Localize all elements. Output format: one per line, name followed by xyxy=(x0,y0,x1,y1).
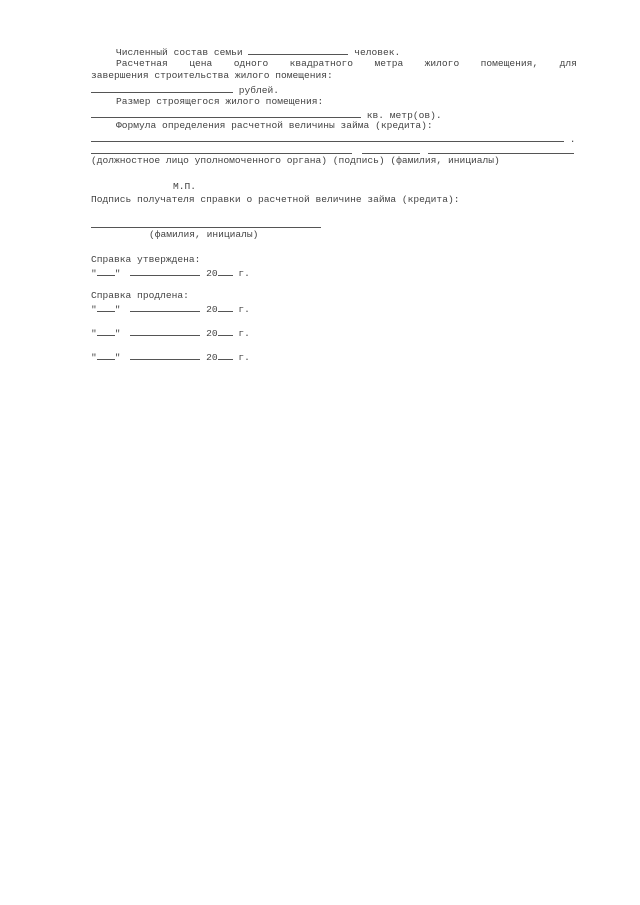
year-suffix: г. xyxy=(238,328,250,339)
recipient-rule[interactable] xyxy=(91,227,321,228)
date-quote-close: " xyxy=(114,304,121,315)
price-unit: рублей. xyxy=(238,85,280,96)
extended-year-blank-1[interactable] xyxy=(218,302,233,312)
extended-day-blank-1[interactable] xyxy=(97,302,115,312)
signature-rule[interactable] xyxy=(362,153,420,154)
price-line xyxy=(91,58,577,70)
official-signature-rule[interactable] xyxy=(91,153,352,154)
family-size-line xyxy=(116,45,400,57)
date-quote-open: " xyxy=(91,328,97,339)
extended-date-line-1 xyxy=(91,302,250,314)
extended-year-blank-2[interactable] xyxy=(218,326,233,336)
price-word-1: Расчетная xyxy=(116,58,168,69)
year-suffix: г. xyxy=(238,352,250,363)
approved-day-blank[interactable] xyxy=(97,266,115,276)
extended-label: Справка продлена: xyxy=(91,290,189,301)
extended-date-line-3 xyxy=(91,350,250,362)
extended-month-blank-1[interactable] xyxy=(130,302,200,312)
price-word-7: помещения, xyxy=(480,58,539,69)
date-quote-close: " xyxy=(114,328,121,339)
extended-year-blank-3[interactable] xyxy=(218,350,233,360)
date-quote-open: " xyxy=(91,268,97,279)
date-quote-open: " xyxy=(91,304,97,315)
date-quote-close: " xyxy=(114,352,121,363)
signature-caption: (должностное лицо уполномоченного органа) (подпись) (фамилия, инициалы) xyxy=(91,155,500,166)
year-prefix: 20 xyxy=(206,268,218,279)
formula-end: . xyxy=(569,134,576,145)
price-word-8: для xyxy=(559,58,577,69)
date-quote-close: " xyxy=(114,268,121,279)
extended-month-blank-3[interactable] xyxy=(130,350,200,360)
price-word-5: метра xyxy=(374,58,404,69)
formula-value-blank[interactable] xyxy=(91,132,564,142)
extended-day-blank-2[interactable] xyxy=(97,326,115,336)
size-unit: кв. метр(ов). xyxy=(366,110,442,121)
formula-value-line xyxy=(91,132,576,144)
approved-year-blank[interactable] xyxy=(218,266,233,276)
price-continuation: завершения строительства жилого помещения: xyxy=(91,70,333,81)
price-value-blank[interactable] xyxy=(91,83,233,93)
price-word-3: одного xyxy=(233,58,269,69)
seal-label: М.П. xyxy=(173,181,197,192)
size-label: Размер строящегося жилого помещения: xyxy=(116,96,324,107)
price-word-4: квадратного xyxy=(289,58,354,69)
year-suffix: г. xyxy=(238,268,250,279)
price-value-line xyxy=(91,83,279,95)
extended-day-blank-3[interactable] xyxy=(97,350,115,360)
recipient-label: Подпись получателя справки о расчетной величине займа (кредита): xyxy=(91,194,460,205)
extended-date-line-2 xyxy=(91,326,250,338)
extended-month-blank-2[interactable] xyxy=(130,326,200,336)
approved-label: Справка утверждена: xyxy=(91,254,201,265)
size-value-blank[interactable] xyxy=(91,108,361,118)
price-word-6: жилого xyxy=(424,58,460,69)
year-prefix: 20 xyxy=(206,328,218,339)
formula-label: Формула определения расчетной величины займа (кредита): xyxy=(116,120,433,131)
family-size-unit: человек. xyxy=(354,47,401,58)
year-suffix: г. xyxy=(238,304,250,315)
family-size-label: Численный состав семьи xyxy=(116,47,243,58)
recipient-caption: (фамилия, инициалы) xyxy=(149,229,259,240)
price-word-2: цена xyxy=(189,58,213,69)
approved-date-line xyxy=(91,266,250,278)
size-value-line xyxy=(91,108,442,120)
year-prefix: 20 xyxy=(206,304,218,315)
approved-month-blank[interactable] xyxy=(130,266,200,276)
official-name-rule[interactable] xyxy=(428,153,574,154)
date-quote-open: " xyxy=(91,352,97,363)
family-size-blank[interactable] xyxy=(248,45,348,55)
year-prefix: 20 xyxy=(206,352,218,363)
